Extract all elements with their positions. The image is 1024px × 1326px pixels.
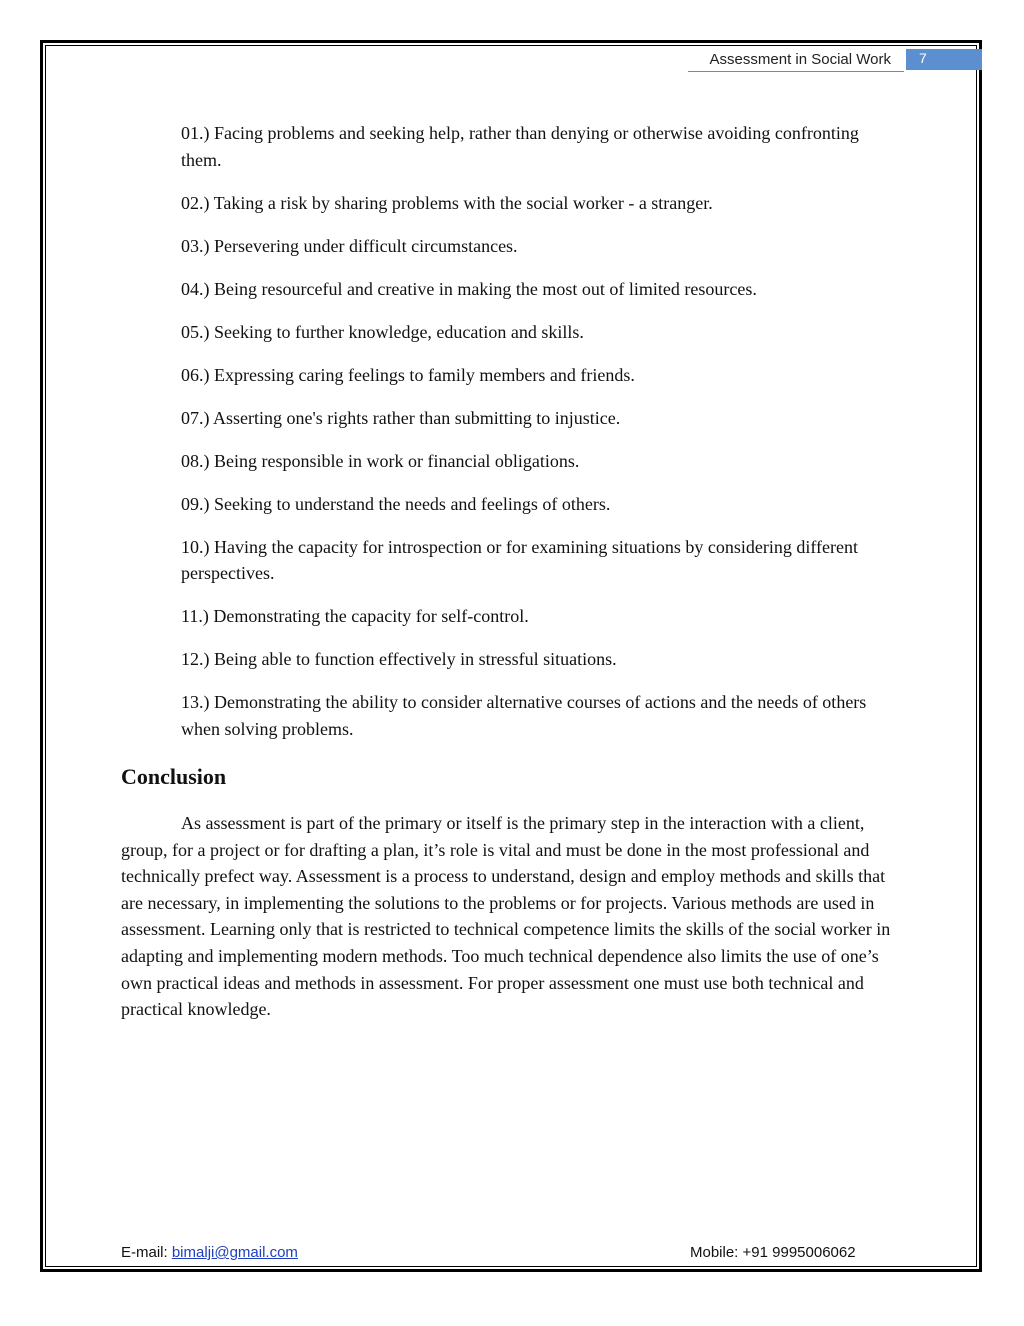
page-number-badge (904, 49, 982, 70)
list-item: 10.) Having the capacity for introspection or for examining situations by considering different perspectives. (181, 536, 858, 583)
list-item: 02.) Taking a risk by sharing problems with the social worker - a stranger. (181, 192, 713, 213)
conclusion-heading: Conclusion (121, 764, 227, 789)
footer-email (121, 1244, 298, 1261)
list-item: 11.) Demonstrating the capacity for self-control. (181, 606, 529, 626)
page-number: 7 (919, 50, 927, 66)
list-item: 04.) Being resourceful and creative in making the most out of limited resources. (181, 278, 757, 299)
list-item: 07.) Asserting one's rights rather than submitting to injustice. (181, 407, 621, 428)
email-label: E-mail: (121, 1244, 172, 1261)
conclusion-paragraph: As assessment is part of the primary or itself is the primary step in the interaction with a client, group, for a project or for drafting a plan, it’s role is vital and must be done in the most professional and technically prefect way. Assessment is a process to understand, design and employ methods and skills that are necessary, in implementing the solutions to the problems or for projects. Various methods are used in assessment. Learning only that is restricted to technical competence limits the skills of the social worker in adapting and implementing modern methods. Too much technical dependence also limits the use of one’s own practical ideas and methods in assessment. For proper assessment one must use both technical and practical knowledge. (121, 813, 891, 1020)
list-item: 06.) Expressing caring feelings to family members and friends. (181, 364, 635, 385)
list-item: 03.) Persevering under difficult circumstances. (181, 235, 518, 256)
list-item: 01.) Facing problems and seeking help, rather than denying or otherwise avoiding confronting them. (181, 123, 859, 170)
list-item: 08.) Being responsible in work or financial obligations. (181, 450, 580, 471)
email-link[interactable]: bimalji@gmail.com (171, 1244, 298, 1261)
list-item: 05.) Seeking to further knowledge, education and skills. (181, 321, 584, 342)
list-item: 13.) Demonstrating the ability to consider alternative courses of actions and the needs of others when solving problems. (181, 692, 867, 739)
list-item: 12.) Being able to function effectively in stressful situations. (181, 649, 617, 669)
running-header-title: Assessment in Social Work (709, 51, 891, 68)
strengths-list (181, 120, 901, 759)
list-item: 09.) Seeking to understand the needs and feelings of others. (181, 493, 611, 514)
footer-mobile: Mobile: +91 9995006062 (690, 1244, 856, 1261)
header-rule (688, 71, 904, 72)
